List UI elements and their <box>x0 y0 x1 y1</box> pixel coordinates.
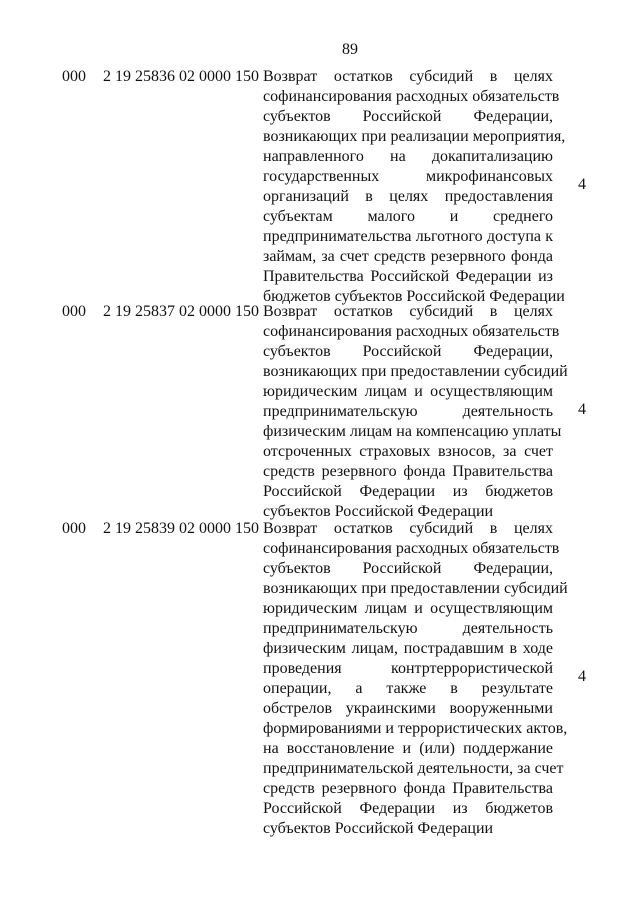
description-line: организаций в целях предоставления <box>263 188 553 205</box>
row-amount: 4 <box>578 401 586 418</box>
row-amount: 4 <box>578 668 586 685</box>
description-line: субъектов Российской Федерации <box>263 820 494 837</box>
description-line: субъектов Российской Федерации, <box>263 560 553 577</box>
description-line: формированиями и террористических актов, <box>263 720 568 737</box>
description-line: средств резервного фонда Правительства <box>263 463 553 480</box>
description-line: предпринимательскую деятельность <box>263 403 553 420</box>
admin-code: 000 <box>62 303 86 320</box>
description-line: возникающих при предоставлении субсидий <box>263 363 568 380</box>
description-line: Российской Федерации из бюджетов <box>263 800 553 817</box>
description-line: субъектам малого и среднего <box>263 208 553 225</box>
description-line: софинансирования расходных обязательств <box>263 323 560 340</box>
description-line: Правительства Российской Федерации из <box>263 268 553 285</box>
revenue-description <box>263 67 566 307</box>
admin-code: 000 <box>62 68 86 85</box>
description-line: отсроченных страховых взносов, за счет <box>263 443 553 460</box>
description-line: возникающих при реализации мероприятия, <box>263 128 566 145</box>
revenue-description <box>263 302 568 522</box>
description-line: Российской Федерации из бюджетов <box>263 483 553 500</box>
description-line: юридическим лицам и осуществляющим <box>263 383 553 400</box>
budget-classification-code: 2 19 25836 02 0000 150 <box>103 68 259 85</box>
description-line: средств резервного фонда Правительства <box>263 780 553 797</box>
description-line: бюджетов субъектов Российской Федерации <box>263 288 565 305</box>
description-line: физическим лицам, пострадавшим в ходе <box>263 640 553 657</box>
description-line: софинансирования расходных обязательств <box>263 540 560 557</box>
description-line: предпринимательскую деятельность <box>263 620 553 637</box>
description-line: государственных микрофинансовых <box>263 168 553 185</box>
description-line: проведения контртеррористической <box>263 660 553 677</box>
description-line: субъектов Российской Федерации <box>263 503 494 520</box>
budget-classification-code: 2 19 25839 02 0000 150 <box>103 520 259 537</box>
description-line: субъектов Российской Федерации, <box>263 108 553 125</box>
description-line: предпринимательства льготного доступа к <box>263 228 553 245</box>
description-line: предпринимательской деятельности, за счет <box>263 760 564 777</box>
description-line: субъектов Российской Федерации, <box>263 343 553 360</box>
row-amount: 4 <box>578 176 586 193</box>
description-line: Возврат остатков субсидий в целях <box>263 303 553 320</box>
description-line: направленного на докапитализацию <box>263 148 553 165</box>
description-line: юридическим лицам и осуществляющим <box>263 600 553 617</box>
admin-code: 000 <box>62 520 86 537</box>
description-line: софинансирования расходных обязательств <box>263 88 560 105</box>
description-line: Возврат остатков субсидий в целях <box>263 68 553 85</box>
description-line: обстрелов украинскими вооруженными <box>263 700 553 717</box>
description-line: Возврат остатков субсидий в целях <box>263 520 553 537</box>
description-line: займам, за счет средств резервного фонда <box>263 248 553 265</box>
revenue-description <box>263 519 568 839</box>
description-line: физическим лицам на компенсацию уплаты <box>263 423 562 440</box>
budget-classification-code: 2 19 25837 02 0000 150 <box>103 303 259 320</box>
description-line: операции, а также в результате <box>263 680 553 697</box>
description-line: возникающих при предоставлении субсидий <box>263 580 568 597</box>
description-line: на восстановление и (или) поддержание <box>263 740 553 757</box>
page-number: 89 <box>342 41 358 58</box>
